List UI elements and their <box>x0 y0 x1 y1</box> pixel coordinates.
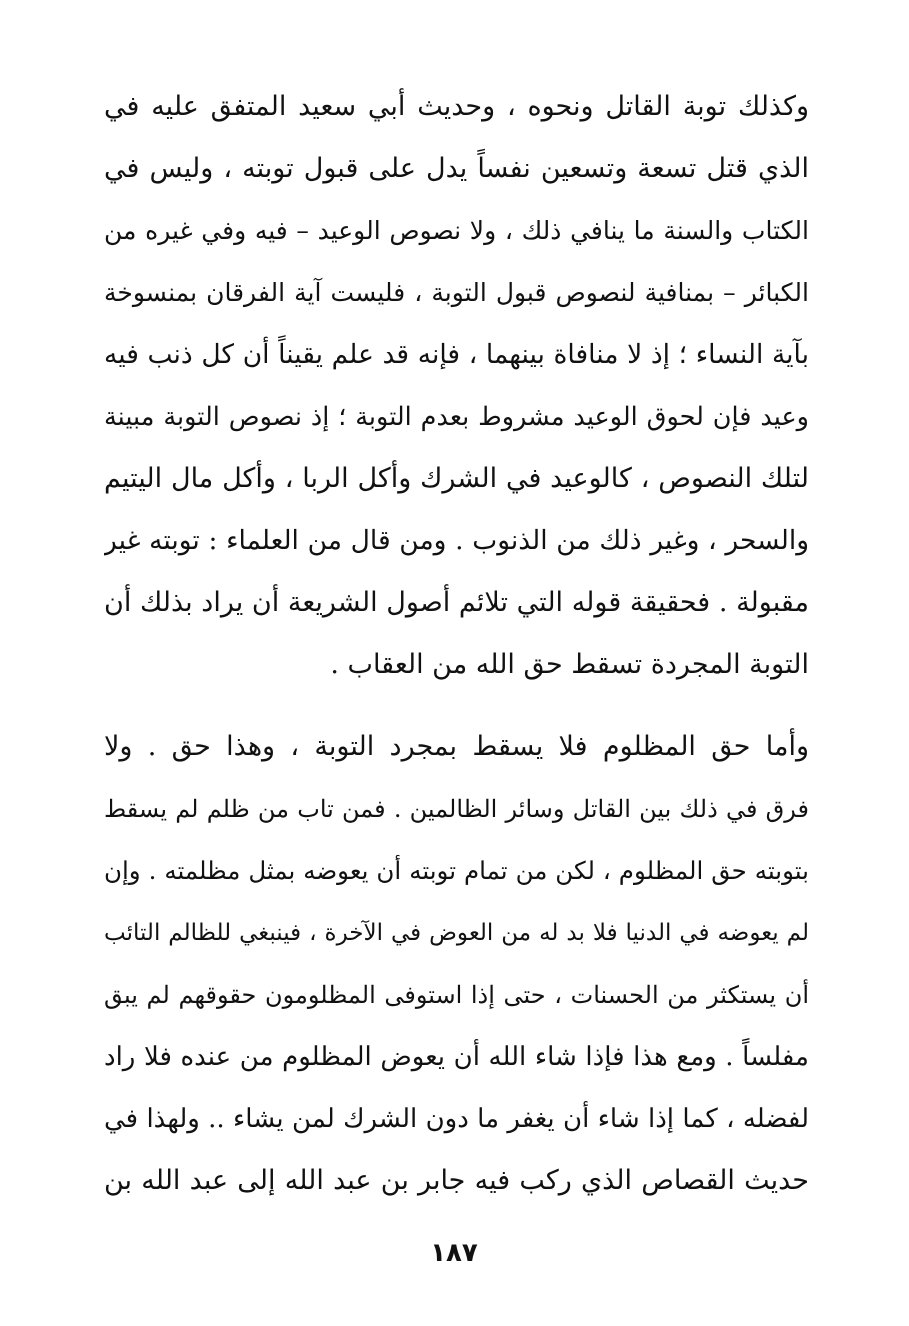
text-line: الكتاب والسنة ما ينافي ذلك ، ولا نصوص الوعيد – فيه وفي غيره من <box>104 216 809 245</box>
text-line: التوبة المجردة تسقط حق الله من العقاب . <box>330 649 809 680</box>
page-number: ١٨٧ <box>430 1238 478 1268</box>
text-line: بآية النساء ؛ إذ لا منافاة بينهما ، فإنه قد علم يقيناً أن كل ذنب فيه <box>104 339 809 370</box>
text-line: أن يستكثر من الحسنات ، حتى إذا استوفى المظلومون حقوقهم لم يبق <box>104 981 809 1009</box>
text-line: حديث القصاص الذي ركب فيه جابر بن عبد الله إلى عبد الله بن <box>104 1165 809 1196</box>
text-line: وكذلك توبة القاتل ونحوه ، وحديث أبي سعيد المتفق عليه في <box>104 91 809 122</box>
text-line: الكبائر – بمنافية لنصوص قبول التوبة ، فليست آية الفرقان بمنسوخة <box>104 278 809 307</box>
paragraph-1 <box>104 76 809 696</box>
text-line: لم يعوضه في الدنيا فلا بد له من العوض في الآخرة ، فينبغي للظالم التائب <box>104 920 809 946</box>
text-line: مقبولة . فحقيقة قوله التي تلائم أصول الشريعة أن يراد بذلك أن <box>104 587 809 618</box>
text-line: والسحر ، وغير ذلك من الذنوب . ومن قال من العلماء : توبته غير <box>104 525 809 556</box>
text-line: الذي قتل تسعة وتسعين نفساً يدل على قبول توبته ، وليس في <box>104 153 809 184</box>
paragraph-2 <box>104 716 809 1212</box>
text-line: وعيد فإن لحوق الوعيد مشروط بعدم التوبة ؛ إذ نصوص التوبة مبينة <box>104 402 809 432</box>
text-line: لتلك النصوص ، كالوعيد في الشرك وأكل الربا ، وأكل مال اليتيم <box>104 463 809 494</box>
text-line: فرق في ذلك بين القاتل وسائر الظالمين . فمن تاب من ظلم لم يسقط <box>104 795 809 823</box>
text-line: مفلساً . ومع هذا فإذا شاء الله أن يعوض المظلوم من عنده فلا راد <box>104 1042 809 1072</box>
text-line: لفضله ، كما إذا شاء أن يغفر ما دون الشرك لمن يشاء .. ولهذا في <box>104 1104 809 1134</box>
text-line: وأما حق المظلوم فلا يسقط بمجرد التوبة ، وهذا حق . ولا <box>104 731 809 762</box>
text-line: بتوبته حق المظلوم ، لكن من تمام توبته أن يعوضه بمثل مظلمته . وإن <box>104 856 809 885</box>
